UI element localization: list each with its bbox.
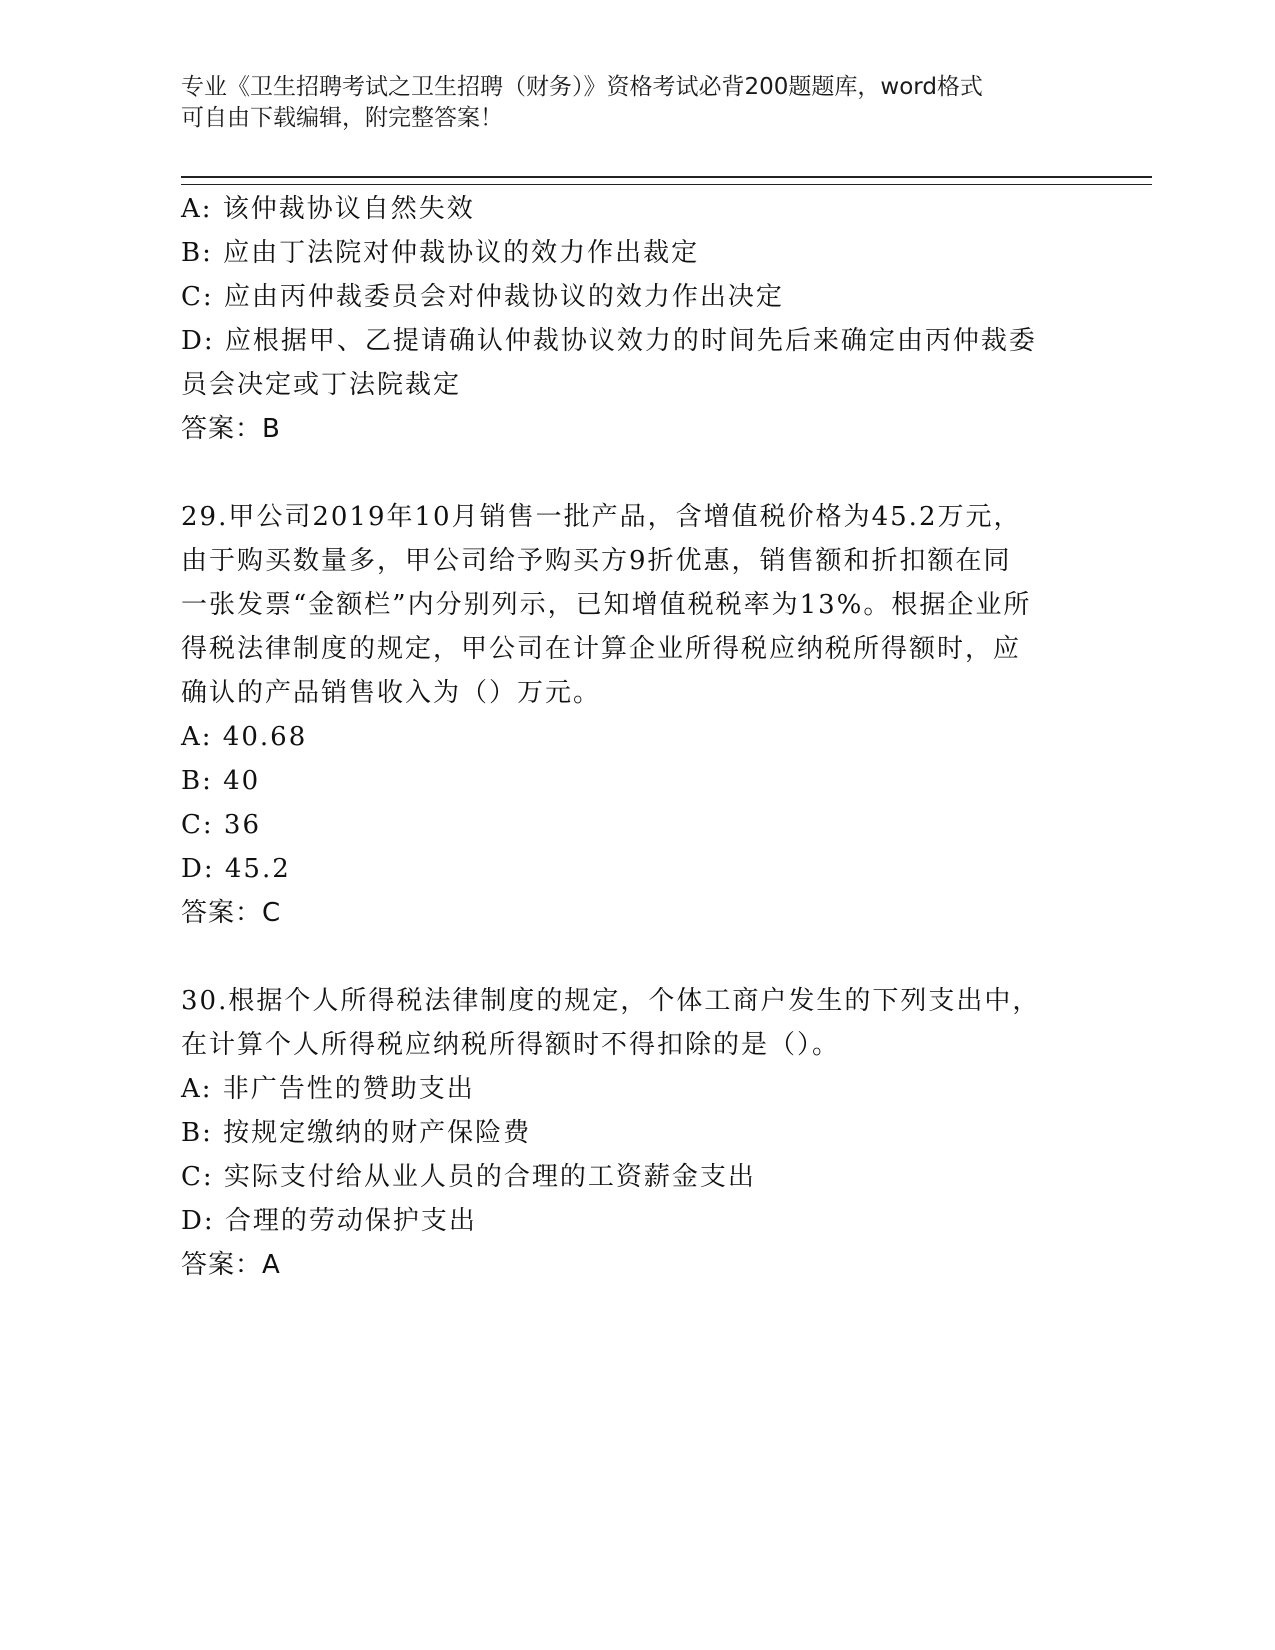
option-a: A: 该仲裁协议自然失效 [181,194,475,224]
option-b: B: 40 [181,766,261,796]
answer-key: 答案：C [181,898,282,928]
question-28-options [181,187,1081,451]
option-d-continued: 员会决定或丁法院裁定 [181,370,462,400]
option-a: A: 40.68 [181,722,308,752]
page-header [181,72,1061,134]
spacer [181,451,1081,495]
question-stem-line: 确认的产品销售收入为（）万元。 [181,678,602,708]
header-divider [181,176,1152,185]
question-stem-line: 30.根据个人所得税法律制度的规定，个体工商户发生的下列支出中， [181,986,1041,1016]
option-b: B: 应由丁法院对仲裁协议的效力作出裁定 [181,238,700,268]
question-30 [181,979,1081,1287]
option-a: A: 非广告性的赞助支出 [181,1074,475,1104]
answer-key: 答案：A [181,1250,281,1280]
option-c: C: 实际支付给从业人员的合理的工资薪金支出 [181,1162,756,1192]
header-title-line-2: 可自由下载编辑，附完整答案！ [181,105,503,131]
option-d: D: 应根据甲、乙提请确认仲裁协议效力的时间先后来确定由丙仲裁委 [181,326,1037,356]
question-stem-line: 得税法律制度的规定，甲公司在计算企业所得税应纳税所得额时，应 [181,634,1022,664]
question-29 [181,495,1081,935]
question-stem-line: 一张发票“金额栏”内分别列示，已知增值税税率为13%。根据企业所 [181,590,1032,620]
header-title-line-1: 专业《卫生招聘考试之卫生招聘（财务）》资格考试必背200题题库，word格式 [181,74,983,100]
question-stem-line: 在计算个人所得税应纳税所得额时不得扣除的是（）。 [181,1030,841,1060]
option-b: B: 按规定缴纳的财产保险费 [181,1118,532,1148]
question-stem-line: 由于购买数量多，甲公司给予购买方9折优惠，销售额和折扣额在同 [181,546,1012,576]
option-c: C: 应由丙仲裁委员会对仲裁协议的效力作出决定 [181,282,784,312]
option-d: D: 合理的劳动保护支出 [181,1206,477,1236]
option-d: D: 45.2 [181,854,291,884]
answer-key: 答案：B [181,414,281,444]
option-c: C: 36 [181,810,262,840]
document-body [181,187,1081,1287]
question-stem-line: 29.甲公司2019年10月销售一批产品，含增值税价格为45.2万元， [181,502,1022,532]
spacer [181,935,1081,979]
